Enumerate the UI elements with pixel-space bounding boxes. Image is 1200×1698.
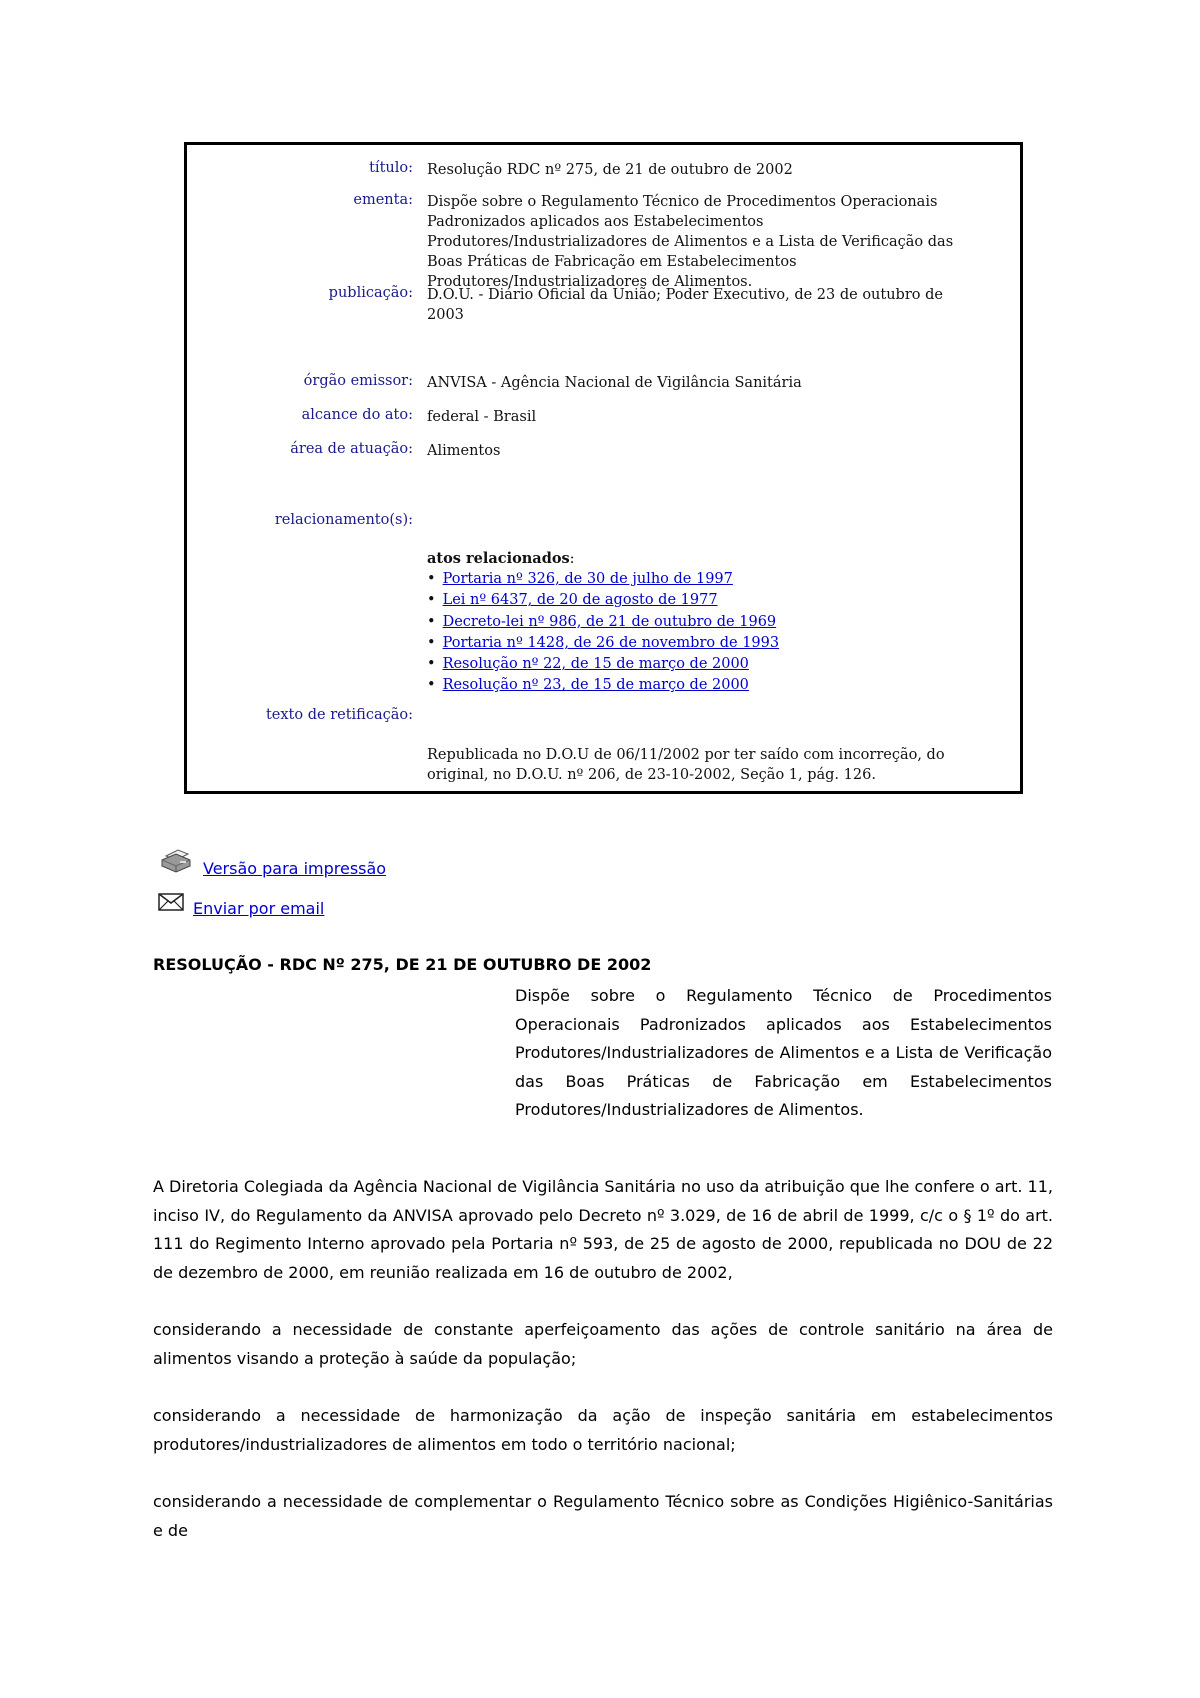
print-version-action xyxy=(203,859,386,878)
envelope-icon[interactable] xyxy=(158,893,184,915)
related-acts-heading-text: atos relacionados xyxy=(427,550,570,567)
related-acts-heading xyxy=(427,549,987,569)
meta-label-relacionamentos: relacionamento(s): xyxy=(274,512,413,528)
meta-label-orgao: órgão emissor: xyxy=(303,373,413,389)
document-title: RESOLUÇÃO - RDC Nº 275, DE 21 DE OUTUBRO DE 2002 xyxy=(153,955,652,974)
meta-value-ementa: Dispõe sobre o Regulamento Técnico de Procedimentos Operacionais Padronizados aplicados aos Estabelecimentos Produtores/Industrializadores de Alimentos e a Lista de Verificação das Boas Práticas de Fabricação em Estabelecimentos Produtores/Industrializadores de Alimentos. xyxy=(427,194,954,290)
document-paragraph: considerando a necessidade de complementar o Regulamento Técnico sobre as Condições Higiênico-Sanitárias e de xyxy=(153,1492,1053,1540)
related-act-item xyxy=(427,612,987,633)
related-act-link[interactable]: Decreto-lei nº 986, de 21 de outubro de 1969 xyxy=(442,613,777,630)
email-action xyxy=(193,899,324,918)
document-paragraph: A Diretoria Colegiada da Agência Nacional de Vigilância Sanitária no uso da atribuição que lhe confere o art. 11, inciso IV, do Regulamento da ANVISA aprovado pelo Decreto nº 3.029, de 16 de abril de 1999, c/c o § 1º do art. 111 do Regimento Interno aprovado pela Portaria nº 593, de 25 de agosto de 2000, republicada no DOU de 22 de dezembro de 2000, em reunião realizada em 16 de outubro de 2002, xyxy=(153,1177,1053,1282)
document-ementa: Dispõe sobre o Regulamento Técnico de Procedimentos Operacionais Padronizados aplicados aos Estabelecimentos Produtores/Industrializadores de Alimentos e a Lista de Verificação das Boas Práticas de Fabricação em Estabelecimentos Produtores/Industrializadores de Alimentos. xyxy=(515,986,1052,1119)
related-act-link[interactable]: Portaria nº 1428, de 26 de novembro de 1993 xyxy=(442,634,780,651)
document-paragraph: considerando a necessidade de constante aperfeiçoamento das ações de controle sanitário na área de alimentos visando a proteção à saúde da população; xyxy=(153,1320,1053,1368)
meta-label-publicacao: publicação: xyxy=(328,285,413,301)
meta-value-publicacao: D.O.U. - Diário Oficial da União; Poder Executivo, de 23 de outubro de 2003 xyxy=(427,287,943,323)
meta-label-ementa: ementa: xyxy=(353,192,413,208)
related-act-item xyxy=(427,654,987,675)
related-act-item xyxy=(427,675,987,696)
related-act-link[interactable]: Resolução nº 23, de 15 de março de 2000 xyxy=(442,677,749,694)
related-acts-block xyxy=(427,549,987,697)
meta-label-area: área de atuação: xyxy=(290,441,413,457)
meta-value-area: Alimentos xyxy=(427,443,501,459)
printer-icon[interactable] xyxy=(158,846,194,878)
meta-label-alcance: alcance do ato: xyxy=(301,407,413,423)
related-act-item xyxy=(427,590,987,611)
email-link[interactable]: Enviar por email xyxy=(193,899,325,918)
meta-value-titulo: Resolução RDC nº 275, de 21 de outubro de 2002 xyxy=(427,162,793,178)
related-act-link[interactable]: Resolução nº 22, de 15 de março de 2000 xyxy=(442,656,749,673)
meta-value-retificacao: Republicada no D.O.U de 06/11/2002 por ter saído com incorreção, do original, no D.O.U. nº 206, de 23-10-2002, Seção 1, pág. 126. xyxy=(427,747,945,783)
meta-value-orgao: ANVISA - Agência Nacional de Vigilância Sanitária xyxy=(427,375,802,391)
related-act-item xyxy=(427,633,987,654)
metadata-box xyxy=(184,142,1023,794)
related-act-link[interactable]: Portaria nº 326, de 30 de julho de 1997 xyxy=(442,571,733,587)
related-acts-heading-colon: : xyxy=(569,551,575,567)
meta-label-retificacao: texto de retificação: xyxy=(265,707,413,723)
related-acts-list xyxy=(427,569,987,697)
document-paragraph: considerando a necessidade de harmonização da ação de inspeção sanitária em estabelecimentos produtores/industrializadores de alimentos em todo o território nacional; xyxy=(153,1406,1053,1454)
meta-value-alcance: federal - Brasil xyxy=(427,409,537,425)
related-act-item xyxy=(427,569,987,590)
related-act-link[interactable]: Lei nº 6437, de 20 de agosto de 1977 xyxy=(442,592,718,609)
print-version-link[interactable]: Versão para impressão xyxy=(203,859,387,878)
meta-label-titulo: título: xyxy=(369,160,413,176)
